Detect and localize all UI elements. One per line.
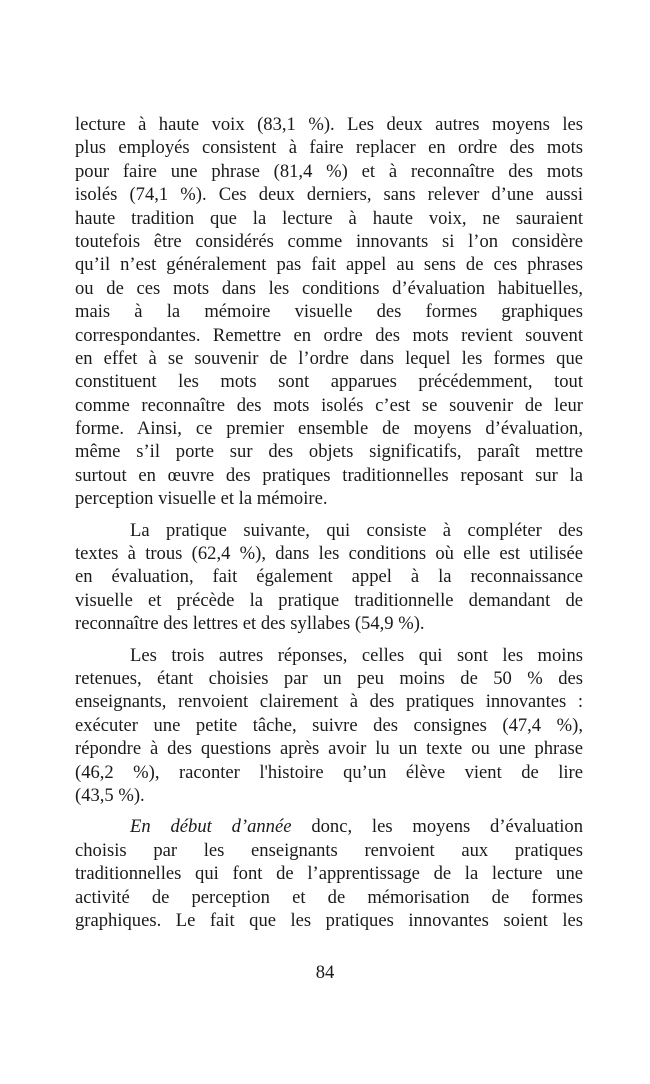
text-line: Les trois autres réponses, celles qui sont les moins <box>130 644 583 666</box>
text-line: La pratique suivante, qui consiste à compléter des <box>130 519 583 541</box>
page-number: 84 <box>315 962 335 983</box>
text-line: même s’il porte sur des objets significatifs, paraît mettre <box>75 441 583 463</box>
italic-phrase: En début d’année <box>130 816 292 838</box>
text-line: forme. Ainsi, ce premier ensemble de moyens d’évaluation, <box>75 418 583 440</box>
text-line: plus employés consistent à faire replacer en ordre des mots <box>75 137 583 159</box>
text-line: comme reconnaître des mots isolés c’est se souvenir de leur <box>75 394 583 416</box>
text-line: en évaluation, fait également appel à la reconnaissance <box>75 566 583 588</box>
text-line: traditionnelles qui font de l’apprentissage de la lecture une <box>75 863 583 885</box>
text-line: exécuter une petite tâche, suivre des consignes (47,4 %), <box>75 714 583 736</box>
paragraph <box>75 519 583 636</box>
text-line: graphiques. Le fait que les pratiques innovantes soient les <box>75 909 583 931</box>
text-line: ou de ces mots dans les conditions d’évaluation habituelles, <box>75 277 583 299</box>
text-line: mais à la mémoire visuelle des formes graphiques <box>75 301 583 323</box>
text-line: (46,2 %), raconter l'histoire qu’un élève vient de lire <box>75 761 583 783</box>
text-line: (43,5 %). <box>75 784 145 806</box>
text-line: perception visuelle et la mémoire. <box>75 488 328 510</box>
text-line: activité de perception et de mémorisation de formes <box>75 886 583 908</box>
text-segment: donc, les moyens d’évaluation <box>291 816 583 838</box>
text-line: répondre à des questions après avoir lu un texte ou une phrase <box>75 738 583 760</box>
text-line: constituent les mots sont apparues précédemment, tout <box>75 371 583 393</box>
text-line: visuelle et précède la pratique traditionnelle demandant de <box>75 589 583 611</box>
text-line: choisis par les enseignants renvoient aux pratiques <box>75 839 583 861</box>
text-line: pour faire une phrase (81,4 %) et à reconnaître des mots <box>75 160 583 182</box>
text-line <box>75 815 583 838</box>
text-line: enseignants, renvoient clairement à des pratiques innovantes : <box>75 691 583 713</box>
text-line: reconnaître des lettres et des syllabes (54,9 %). <box>75 613 425 635</box>
body-text <box>75 113 583 940</box>
text-line: retenues, étant choisies par un peu moins de 50 % des <box>75 667 583 689</box>
text-line: haute tradition que la lecture à haute voix, ne sauraient <box>75 207 583 229</box>
text-line: textes à trous (62,4 %), dans les conditions où elle est utilisée <box>75 543 583 565</box>
text-line: en effet à se souvenir de l’ordre dans lequel les formes que <box>75 347 583 369</box>
text-line: isolés (74,1 %). Ces deux derniers, sans relever d’une aussi <box>75 184 583 206</box>
paragraph <box>75 113 583 511</box>
text-line: toutefois être considérés comme innovants si l’on considère <box>75 230 583 252</box>
text-line: correspondantes. Remettre en ordre des mots revient souvent <box>75 324 583 346</box>
paragraph <box>75 815 583 932</box>
text-line: qu’il n’est généralement pas fait appel au sens de ces phrases <box>75 254 583 276</box>
text-line: surtout en œuvre des pratiques traditionnelles reposant sur la <box>75 464 583 486</box>
paragraph <box>75 644 583 808</box>
text-line: lecture à haute voix (83,1 %). Les deux autres moyens les <box>75 114 583 135</box>
